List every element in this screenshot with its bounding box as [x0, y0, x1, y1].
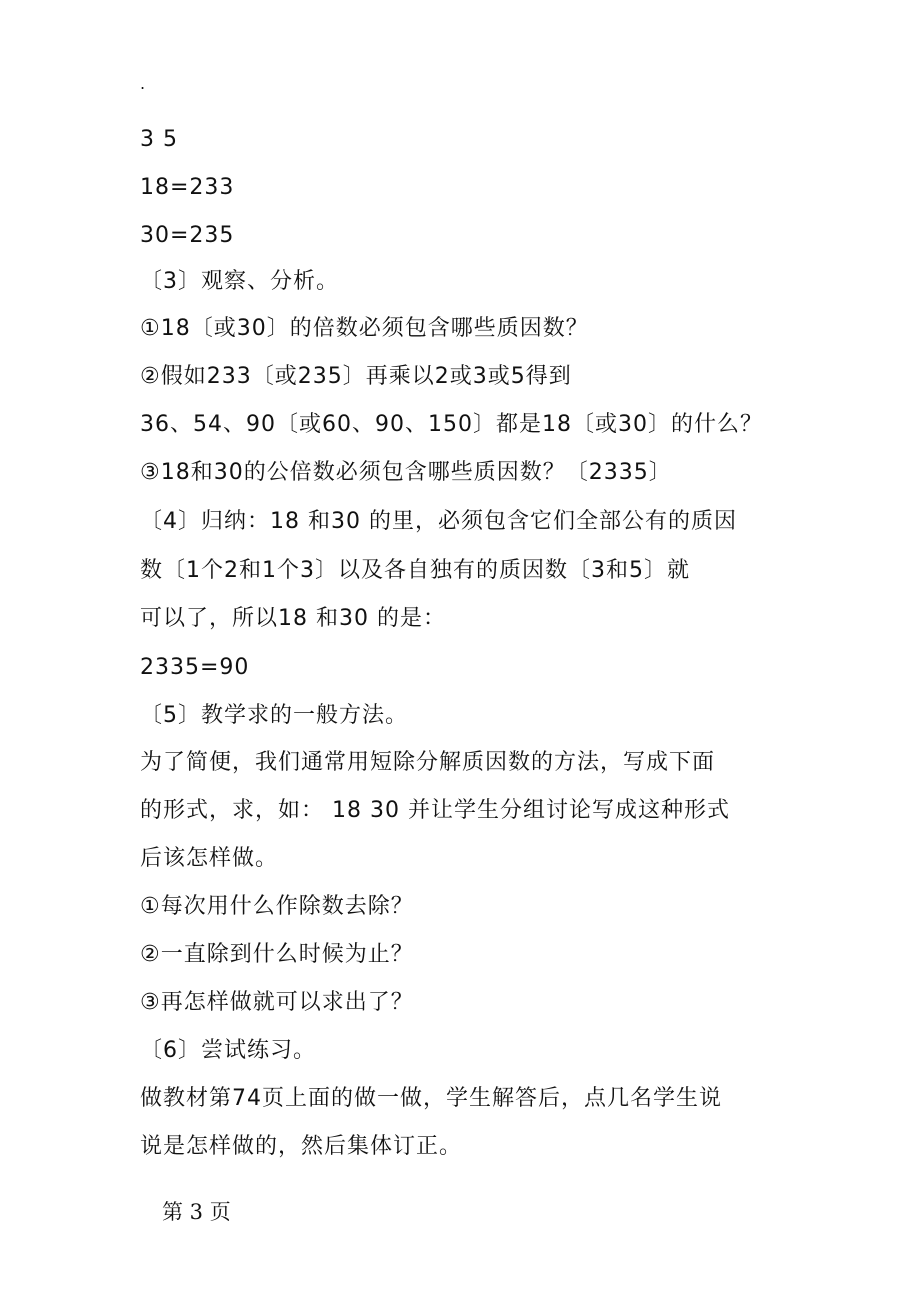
- text-line: 数〔1个2和1个3〕以及各自独有的质因数〔3和5〕就: [140, 558, 690, 583]
- text-line: ②一直除到什么时候为止？: [140, 942, 414, 967]
- text-line: 36、54、90〔或60、90、150〕都是18〔或30〕的什么？: [140, 412, 763, 437]
- text-line: ③再怎样做就可以求出了？: [140, 990, 414, 1015]
- text-line: 做教材第74页上面的做一做，学生解答后，点几名学生说: [140, 1086, 722, 1111]
- text-line: 3 5: [140, 127, 178, 152]
- text-line: 〔6〕尝试练习。: [140, 1038, 316, 1063]
- text-line: ①18〔或30〕的倍数必须包含哪些质因数？: [140, 316, 589, 341]
- text-line: 可以了，所以18 和30 的是：: [140, 606, 446, 631]
- text-line: 的形式，求，如： 18 30 并让学生分组讨论写成这种形式: [140, 798, 730, 823]
- text-line: 为了简便，我们通常用短除分解质因数的方法，写成下面: [140, 750, 716, 775]
- text-line: 后该怎样做。: [140, 846, 279, 871]
- header-mark: .: [140, 74, 146, 93]
- text-line: ①每次用什么作除数去除？: [140, 894, 414, 919]
- text-line: 30=235: [140, 223, 235, 248]
- text-line: 〔4〕归纳：18 和30 的里，必须包含它们全部公有的质因: [140, 509, 737, 534]
- page-number: 第 3 页: [162, 1200, 231, 1224]
- text-line: 18=233: [140, 175, 235, 200]
- text-line: 〔3〕观察、分析。: [140, 269, 339, 294]
- text-line: 2335=90: [140, 655, 250, 680]
- text-line: ②假如233〔或235〕再乘以2或3或5得到: [140, 364, 572, 389]
- text-line: ③18和30的公倍数必须包含哪些质因数？〔2335〕: [140, 460, 672, 485]
- text-line: 〔5〕教学求的一般方法。: [140, 703, 408, 728]
- text-line: 说是怎样做的，然后集体订正。: [140, 1134, 463, 1159]
